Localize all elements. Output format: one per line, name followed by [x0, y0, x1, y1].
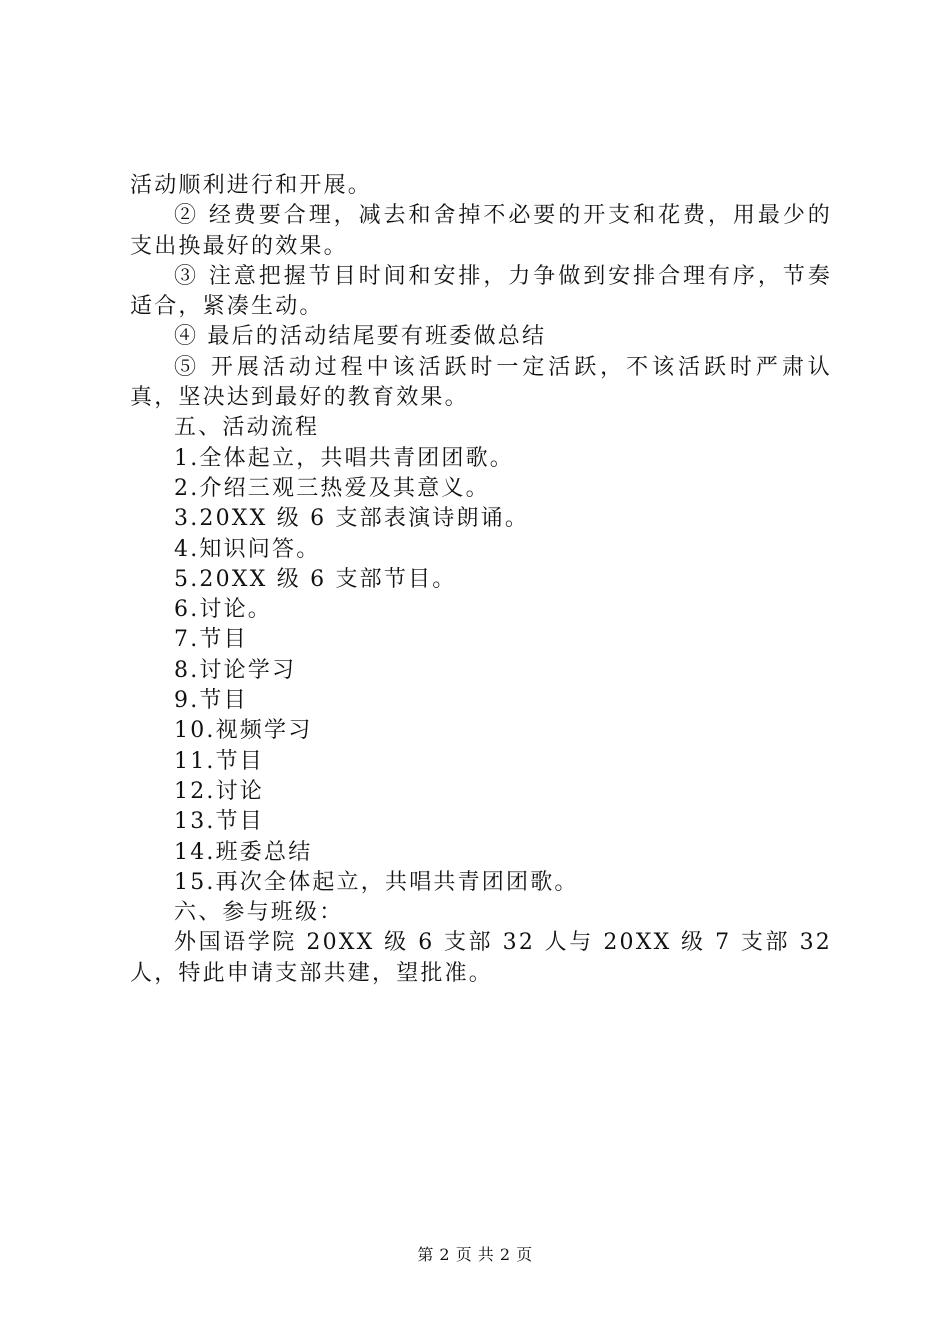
paragraph-atmosphere-rule: ⑤ 开展活动过程中该活跃时一定活跃，不该活跃时严肃认真，坚决达到最好的教育效果。	[130, 354, 832, 411]
list-item: 6.讨论。	[174, 597, 272, 623]
section-heading-process: 五、活动流程	[174, 415, 320, 441]
paragraph-budget-rule: ② 经费要合理，减去和舍掉不必要的开支和花费，用最少的支出换最好的效果。	[130, 203, 832, 259]
section-heading-participants: 六、参与班级：	[174, 900, 344, 926]
list-item: 1.全体起立，共唱共青团团歌。	[174, 445, 514, 471]
list-item: 15.再次全体起立，共唱共青团团歌。	[174, 869, 579, 895]
list-item: 4.知识问答。	[174, 536, 321, 562]
list-item: 14.班委总结	[174, 839, 313, 865]
list-item: 5.20XX 级 6 支部节目。	[174, 566, 457, 592]
list-item: 13.节目	[174, 809, 264, 835]
document-body	[130, 171, 832, 989]
paragraph-schedule-rule: ③ 注意把握节目时间和安排，力争做到安排合理有序，节奏适合，紧凑生动。	[130, 263, 832, 320]
list-item: 9.节目	[174, 688, 248, 714]
list-item: 11.节目	[174, 748, 264, 774]
list-item: 10.视频学习	[174, 718, 313, 744]
paragraph-continuation: 活动顺利进行和开展。	[130, 173, 373, 198]
list-item: 2.介绍三观三热爱及其意义。	[174, 475, 490, 501]
list-item: 7.节目	[174, 627, 248, 653]
list-item: 3.20XX 级 6 支部表演诗朗诵。	[174, 506, 530, 532]
paragraph-participants: 外国语学院 20XX 级 6 支部 32 人与 20XX 级 7 支部 32 人，特此申请支部共建，望批准。	[130, 930, 832, 986]
list-item: 8.讨论学习	[174, 657, 297, 683]
paragraph-summary-rule: ④ 最后的活动结尾要有班委做总结	[174, 324, 547, 350]
list-item: 12.讨论	[174, 778, 264, 804]
page-footer: 第 2 页 共 2 页	[417, 1245, 533, 1264]
